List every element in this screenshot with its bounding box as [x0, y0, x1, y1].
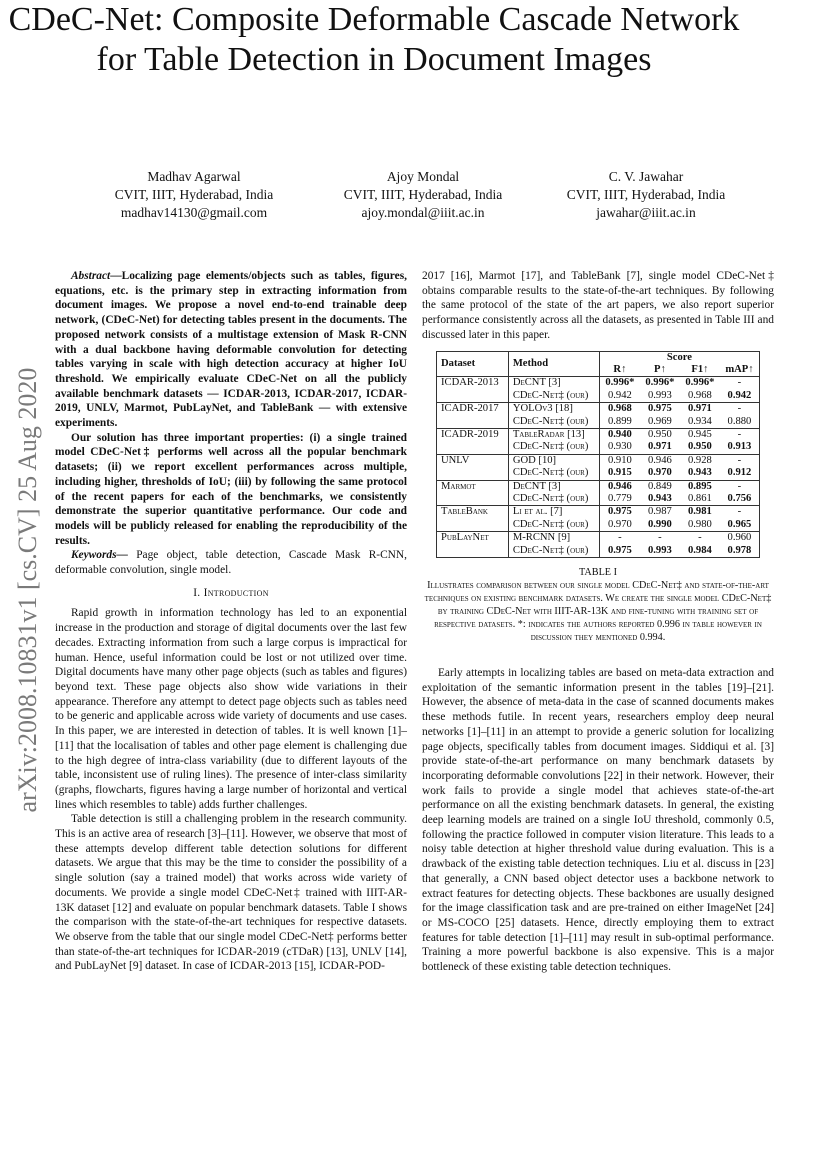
author-block-3	[516, 168, 776, 222]
cell-value: 0.943	[687, 467, 712, 479]
cell-value: 0.990	[647, 518, 672, 530]
table-row	[437, 441, 760, 454]
cell-value: 0.912	[727, 467, 752, 479]
table-header-row	[437, 351, 760, 364]
cell-value: 0.981	[680, 506, 720, 519]
cell-method: CDeC-Net‡ (our)	[508, 493, 599, 506]
cell-dataset: UNLV	[437, 454, 509, 467]
table-row	[437, 532, 760, 545]
cell-value: 0.971	[680, 403, 720, 416]
table-row	[437, 506, 760, 519]
table-label: TABLE I	[579, 567, 617, 579]
right-paragraph-2: Early attempts in localizing tables are based on meta-data extraction and exploitation of the semantic information present in the tables [19]–[21]. However, the absence of meta-data in the case of scanned documents makes these methods futile. In recent years, researchers employ deep neural networks [1]–[11] in an attempt to provide a generic solution for localizing page objects, specifically tables from document images. Siddiqui et al. [3] provide state-of-the-art performance on many benchmark datasets by incorporating deformable convolutions [22] in their network. However, their work fails to provide a single model that achieves state-of-the-art performance on all the existing benchmark datasets. In general, the existing deep learning models are trained on a single IoU threshold, commonly 0.5, following the practice followed in computer vision literature. This leads to a noisy table detection at higher threshold value during evaluation. This is a drawback of the existing table detection techniques. Liu et al. discuss in [23] that generally, a CNN based object detector uses a backbone network to extract features for detecting objects. These backbones are usually designed for the image classification task and are pre-trained on either ImageNet [24] or MS-COCO [25] datasets. Hence, directly employing them to extract features for table detection [1]–[11] may result in sub-optimal performance. Training a more powerful backbone is also expensive. This is a major bottleneck of these existing table detection techniques.	[422, 667, 774, 974]
cell-value: 0.946	[599, 480, 640, 493]
cell-dataset: PubLayNet	[437, 532, 509, 545]
table-row	[437, 480, 760, 493]
cell-value: 0.965	[727, 518, 752, 530]
right-column	[422, 269, 774, 975]
metric-p: P↑	[654, 363, 666, 375]
cell-method: Li et al. [7]	[508, 506, 599, 519]
cell-dataset: TableBank	[437, 506, 509, 519]
cell-value: 0.910	[599, 454, 640, 467]
cell-value: 0.975	[640, 403, 680, 416]
table-row	[437, 519, 760, 532]
cell-method: YOLOv3 [18]	[508, 403, 599, 416]
cell-value: 0.980	[687, 518, 712, 530]
cell-value: 0.975	[599, 506, 640, 519]
cell-method: CDeC-Net‡ (our)	[508, 467, 599, 480]
cell-value: 0.950	[640, 428, 680, 441]
cell-method: M-RCNN [9]	[508, 532, 599, 545]
cell-value: 0.899	[607, 415, 632, 427]
table-row	[437, 545, 760, 558]
table-row	[437, 377, 760, 390]
cell-method: CDeC-Net‡ (our)	[508, 441, 599, 454]
abstract-text: —Localizing page elements/objects such as tables, figures, equations, etc. is the primary step in extracting information from document images. We propose a novel end-to-end trainable deep network, (CDeC-Net) for detecting tables present in the documents. The proposed network consists of a multistage extension of Mask R-CNN with a dual backbone having deformable convolution for detecting tables varying in scale with high detection accuracy at higher IoU threshold. We empirically evaluate CDeC-Net on all the publicly available benchmark datasets — ICDAR-2013, ICDAR-2017, ICDAR-2019, UNLV, Marmot, PubLayNet, and TableBank — with extensive experiments.	[55, 270, 407, 430]
table-row	[437, 403, 760, 416]
cell-value: 0.934	[687, 415, 712, 427]
table-row	[437, 467, 760, 480]
cell-value: 0.942	[607, 389, 632, 401]
author-block-2	[293, 168, 553, 222]
cell-value: -	[720, 454, 760, 467]
cell-value: 0.950	[687, 441, 712, 453]
cell-value: 0.942	[727, 389, 752, 401]
arxiv-watermark: arXiv:2008.10831v1 [cs.CV] 25 Aug 2020	[13, 367, 42, 813]
author-name: Madhav Agarwal	[147, 169, 241, 184]
cell-dataset	[437, 390, 509, 403]
cell-value: 0.861	[687, 492, 712, 504]
abstract-label: Abstract	[70, 270, 111, 282]
cell-method: GOD [10]	[508, 454, 599, 467]
cell-value: 0.996*	[680, 377, 720, 390]
metric-map: mAP↑	[725, 363, 754, 375]
cell-value: 0.915	[607, 467, 632, 479]
keywords	[55, 548, 407, 577]
cell-value: -	[680, 532, 720, 545]
table-row	[437, 454, 760, 467]
cell-value: 0.971	[647, 441, 672, 453]
cell-dataset	[437, 416, 509, 429]
cell-method: DeCNT [3]	[508, 377, 599, 390]
left-column	[55, 269, 407, 974]
cell-value: 0.993	[647, 544, 672, 556]
cell-dataset: ICADR-2019	[437, 428, 509, 441]
table-body	[437, 377, 760, 558]
cell-value: 0.993	[647, 389, 672, 401]
cell-value: 0.946	[640, 454, 680, 467]
intro-paragraph-1: Rapid growth in information technology has led to an exponential increase in the production and storage of digital documents over the last few decades. Extracting information from such a large corpus is impractical for human. Hence, useful information could be lost or not utilized over time. Digital documents have many other page objects (such as tables and figures) beyond text. These page objects also show wide variations in their appearance. Therefore any attempt to detect page objects such as tables need to be generic and applicable across wide variety of documents and use cases. In this paper, we are interested in detection of tables. It is well known [1]–[11] that the localisation of tables and other page element is challenging due to the high degree of intra-class variability (due to different layouts of the table, inconsistent use of ruling lines). The presence of inter-class similarity (graphs, flowcharts, figures having a large number of horizontal and vertical lines which resembles to table) adds further challenges.	[55, 607, 407, 811]
section-heading-introduction: I. Introduction	[193, 586, 269, 599]
table-caption: Illustrates comparison between our single model CDeC-Net‡ and state-of-the-art techniques on existing benchmark datasets. We create the single model CDeC-Net‡ by training CDeC-Net with IIIT-AR-13K and fine-tuning with training set of respective datasets. *: indicates the authors reported 0.996 in table however in discussion they mentioned 0.994.	[424, 580, 772, 644]
cell-value: 0.895	[680, 480, 720, 493]
right-paragraph-1: 2017 [16], Marmot [17], and TableBank [7], single model CDeC-Net‡ obtains comparable results to the state-of-the-art techniques. By following the same protocol of the state of the art papers, we also report superior performance consistently across all the datasets, as presented in Table III and discussed later in this paper.	[422, 270, 774, 341]
author-affiliation: CVIT, IIIT, Hyderabad, India	[566, 187, 726, 202]
cell-value: -	[640, 532, 680, 545]
author-affiliation: CVIT, IIIT, Hyderabad, India	[114, 187, 274, 202]
cell-value: 0.779	[607, 492, 632, 504]
cell-value: 0.930	[607, 441, 632, 453]
cell-value: -	[720, 377, 760, 390]
cell-dataset	[437, 545, 509, 558]
cell-value: 0.978	[727, 544, 752, 556]
keywords-text: Page object, table detection, Cascade Mask R-CNN, deformable convolution, single model.	[55, 549, 407, 577]
header-dataset: Dataset	[437, 351, 509, 377]
metric-f1: F1↑	[691, 363, 709, 375]
table-caption-block	[422, 566, 774, 644]
cell-method: CDeC-Net‡ (our)	[508, 416, 599, 429]
cell-value: 0.975	[607, 544, 632, 556]
table-row	[437, 416, 760, 429]
author-email: jawahar@iiit.ac.in	[596, 205, 696, 220]
cell-dataset	[437, 467, 509, 480]
cell-value: -	[720, 428, 760, 441]
cell-value: 0.970	[647, 467, 672, 479]
cell-value: 0.943	[647, 492, 672, 504]
author-affiliation: CVIT, IIIT, Hyderabad, India	[343, 187, 503, 202]
cell-method: TableRadar [13]	[508, 428, 599, 441]
cell-value: 0.756	[727, 492, 752, 504]
cell-value: 0.969	[647, 415, 672, 427]
header-score: Score	[666, 351, 692, 363]
cell-value: 0.880	[727, 415, 752, 427]
cell-value: 0.996*	[640, 377, 680, 390]
author-name: Ajoy Mondal	[386, 169, 460, 184]
author-email: ajoy.mondal@iiit.ac.in	[361, 205, 485, 220]
cell-method: CDeC-Net‡ (our)	[508, 519, 599, 532]
cell-method: CDeC-Net‡ (our)	[508, 390, 599, 403]
cell-dataset: ICADR-2017	[437, 403, 509, 416]
cell-dataset: Marmot	[437, 480, 509, 493]
author-name: C. V. Jawahar	[608, 169, 684, 184]
cell-dataset: ICDAR-2013	[437, 377, 509, 390]
cell-value: 0.970	[607, 518, 632, 530]
cell-value: -	[720, 403, 760, 416]
cell-value: -	[599, 532, 640, 545]
cell-dataset	[437, 519, 509, 532]
cell-value: 0.996*	[599, 377, 640, 390]
cell-value: -	[720, 480, 760, 493]
author-email: madhav14130@gmail.com	[120, 205, 268, 220]
comparison-table	[436, 351, 760, 559]
cell-method: CDeC-Net‡ (our)	[508, 545, 599, 558]
cell-value: 0.960	[720, 532, 760, 545]
cell-value: -	[720, 506, 760, 519]
header-method: Method	[508, 351, 599, 377]
table-row	[437, 428, 760, 441]
cell-value: 0.940	[599, 428, 640, 441]
cell-value: 0.968	[599, 403, 640, 416]
intro-paragraph-2: Table detection is still a challenging problem in the research community. This is an active area of research [3]–[11]. However, we observe that most of these attempts develop different table detection solutions for different datasets. We argue that this may be the time to consider the possibility of a single solution (say a trained model) that works across wide variety of documents. We provide a single model CDeC-Net‡ trained with IIIT-AR-13K dataset [12] and evaluate on popular benchmark datasets. Table I shows the comparison with the state-of-the-art techniques for respective datasets. We observe from the table that our single model CDeC-Net‡ performs better than state-of-the-art techniques for ICDAR-2019 (cTDaR) [13], UNLV [14], and PubLayNet [9] dataset. In case of ICDAR-2013 [15], ICDAR-POD-	[55, 813, 407, 973]
cell-method: DeCNT [3]	[508, 480, 599, 493]
cell-dataset	[437, 493, 509, 506]
cell-value: 0.945	[680, 428, 720, 441]
table-row	[437, 493, 760, 506]
cell-value: 0.968	[687, 389, 712, 401]
table-row	[437, 390, 760, 403]
cell-value: 0.928	[680, 454, 720, 467]
keywords-label: Keywords—	[70, 549, 128, 562]
cell-value: 0.913	[727, 441, 752, 453]
metric-r: R↑	[613, 363, 627, 375]
cell-value: 0.987	[640, 506, 680, 519]
abstract-paragraph-2: Our solution has three important properties: (i) a single trained model CDeC-Net‡ performs well across all the popular benchmark datasets; (ii) we report excellent performances across multiple, including higher, thresholds of IoU; (iii) by following the same protocol of the recent papers for each of the benchmarks, we consistently demonstrate the superior quantitative performance. Our code and models will be publicly released for enabling the reproducibility of the results.	[55, 431, 407, 547]
paper-title: CDeC-Net: Composite Deformable Cascade Network for Table Detection in Document Images	[8, 1, 740, 78]
author-block-1	[64, 168, 324, 222]
cell-dataset	[437, 441, 509, 454]
cell-value: 0.984	[687, 544, 712, 556]
cell-value: 0.849	[640, 480, 680, 493]
abstract	[55, 269, 407, 431]
